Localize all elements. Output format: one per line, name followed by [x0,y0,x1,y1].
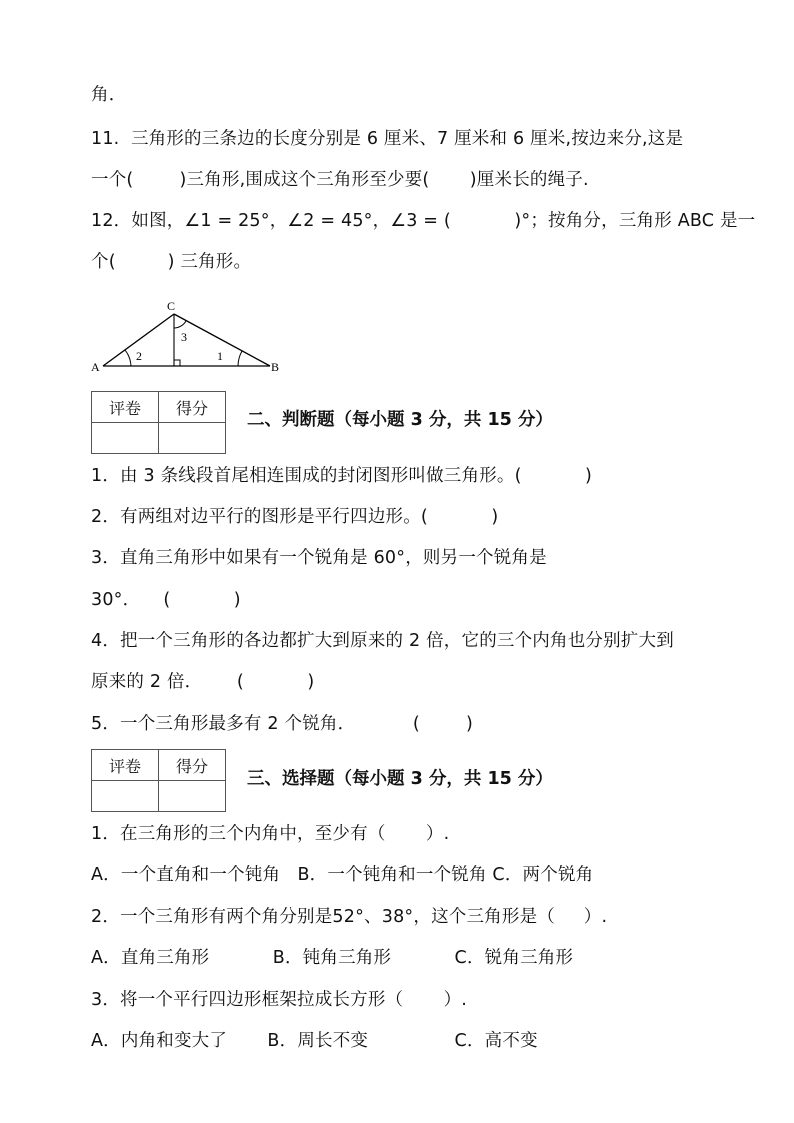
angle-1-label: 1 [217,349,223,363]
section-3-title: 三、选择题（每小题 3 分，共 15 分） [247,769,553,789]
vertex-c-label: C [167,299,176,313]
judge-question-4-line-1: 4．把一个三角形的各边都扩大到原来的 2 倍，它的三个内角也分别扩大到 [91,631,674,651]
angle-2-arc [125,350,131,366]
angle-1-arc [238,351,242,366]
question-12-line-1: 12．如图，∠1 = 25°，∠2 = 45°，∠3 = ( )°；按角分，三角形 ABC 是一 [91,211,756,231]
judge-question-5: 5．一个三角形最多有 2 个锐角． ( ) [91,714,474,734]
judge-question-3-line-1: 3．直角三角形中如果有一个锐角是 60°，则另一个锐角是 [91,548,547,568]
judge-question-3-line-2: 30°． ( ) [91,590,241,610]
angle-2-label: 2 [136,349,142,363]
choice-question-3: 3．将一个平行四边形框架拉成长方形（ ）. [91,990,468,1010]
score-table-1 [91,391,226,454]
line-continuation: 角． [91,85,127,105]
triangle-figure [88,296,288,376]
judge-question-1: 1．由 3 条线段首尾相连围成的封闭图形叫做三角形。( ) [91,466,593,486]
question-11-line-1: 11. 三角形的三条边的长度分别是 6 厘米、7 厘米和 6 厘米,按边来分,这是 [91,129,684,149]
choice-question-2: 2．一个三角形有两个角分别是52°、38°，这个三角形是（ ）. [91,907,608,927]
score-table-header-grader: 评卷 [92,750,159,781]
angle-3-label: 3 [181,330,187,344]
score-table-cell-score[interactable] [159,423,226,454]
vertex-a-label: A [91,360,100,374]
choice-question-3-options: A．内角和变大了 B．周长不变 C．高不变 [91,1031,538,1051]
question-12-line-2: 个( ) 三角形。 [91,252,252,272]
choice-question-2-options: A．直角三角形 B．钝角三角形 C．锐角三角形 [91,948,574,968]
question-11-line-2: 一个( )三角形,围成这个三角形至少要( )厘米长的绳子. [91,170,589,190]
judge-question-4-line-2: 原来的 2 倍． ( ) [91,672,315,692]
score-table-cell-score[interactable] [159,781,226,812]
score-table-cell-grader[interactable] [92,781,159,812]
score-table-cell-grader[interactable] [92,423,159,454]
vertex-b-label: B [271,360,280,374]
choice-question-1: 1．在三角形的三个内角中，至少有（ ）. [91,824,450,844]
choice-question-1-options: A．一个直角和一个钝角 B．一个钝角和一个锐角 C．两个锐角 [91,865,594,885]
right-angle-mark [174,360,180,366]
section-2-title: 二、判断题（每小题 3 分，共 15 分） [247,410,553,430]
score-table-header-score: 得分 [159,750,226,781]
judge-question-2: 2．有两组对边平行的图形是平行四边形。( ) [91,507,499,527]
score-table-2 [91,749,226,812]
score-table-header-score: 得分 [159,392,226,423]
score-table-header-grader: 评卷 [92,392,159,423]
angle-3-arc [174,321,186,328]
